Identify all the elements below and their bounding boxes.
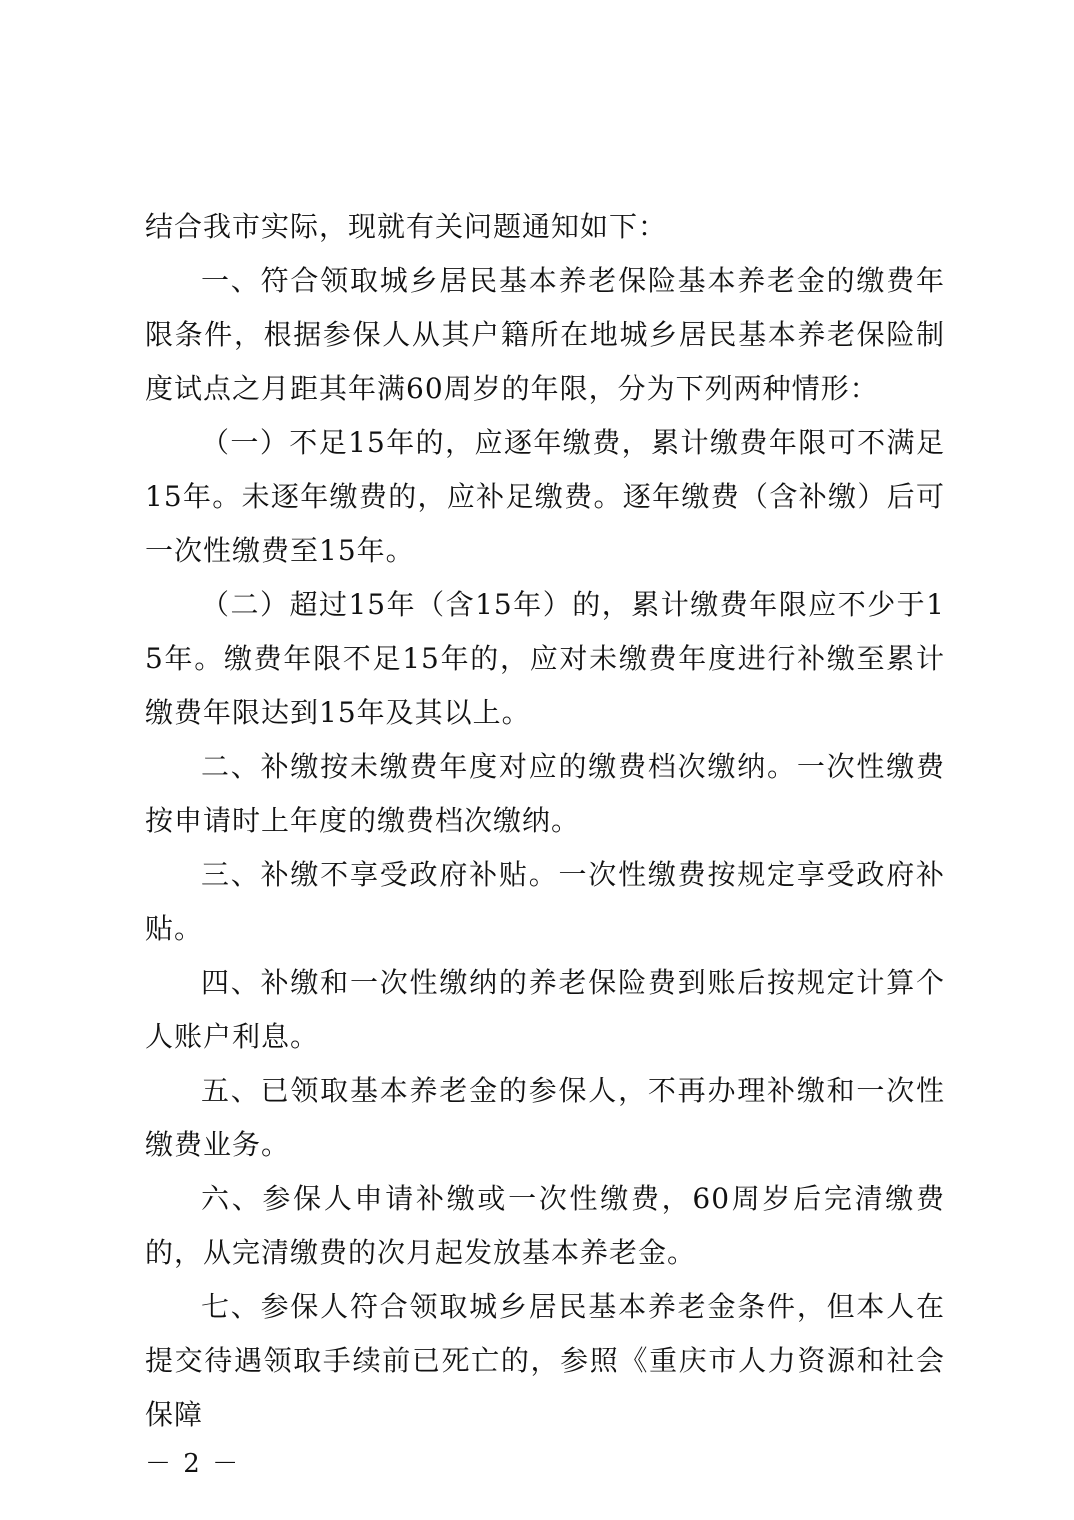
paragraph-item-6: 六、参保人申请补缴或一次性缴费，60周岁后完清缴费的，从完清缴费的次月起发放基本养老金。	[145, 1182, 945, 1269]
paragraph-item-1-sub-2: （二）超过15年（含15年）的，累计缴费年限应不少于15年。缴费年限不足15年的，应对未缴费年度进行补缴至累计缴费年限达到15年及其以上。	[145, 588, 945, 729]
paragraph-item-1: 一、符合领取城乡居民基本养老保险基本养老金的缴费年限条件，根据参保人从其户籍所在地城乡居民基本养老保险制度试点之月距其年满60周岁的年限，分为下列两种情形：	[145, 264, 945, 405]
paragraph-item-1-sub-1: （一）不足15年的，应逐年缴费，累计缴费年限可不满足15年。未逐年缴费的，应补足缴费。逐年缴费（含补缴）后可一次性缴费至15年。	[145, 426, 945, 567]
paragraph-item-2: 二、补缴按未缴费年度对应的缴费档次缴纳。一次性缴费按申请时上年度的缴费档次缴纳。	[145, 750, 945, 837]
paragraph-item-4: 四、补缴和一次性缴纳的养老保险费到账后按规定计算个人账户利息。	[145, 966, 945, 1053]
paragraph-item-5: 五、已领取基本养老金的参保人，不再办理补缴和一次性缴费业务。	[145, 1074, 945, 1161]
page-number: － 2 －	[145, 1449, 241, 1479]
document-body	[145, 200, 945, 1442]
paragraph-item-3: 三、补缴不享受政府补贴。一次性缴费按规定享受政府补贴。	[145, 858, 945, 945]
paragraph-intro: 结合我市实际，现就有关问题通知如下：	[145, 210, 668, 243]
paragraph-item-7: 七、参保人符合领取城乡居民基本养老金条件，但本人在提交待遇领取手续前已死亡的，参照《重庆市人力资源和社会保障	[145, 1290, 945, 1431]
